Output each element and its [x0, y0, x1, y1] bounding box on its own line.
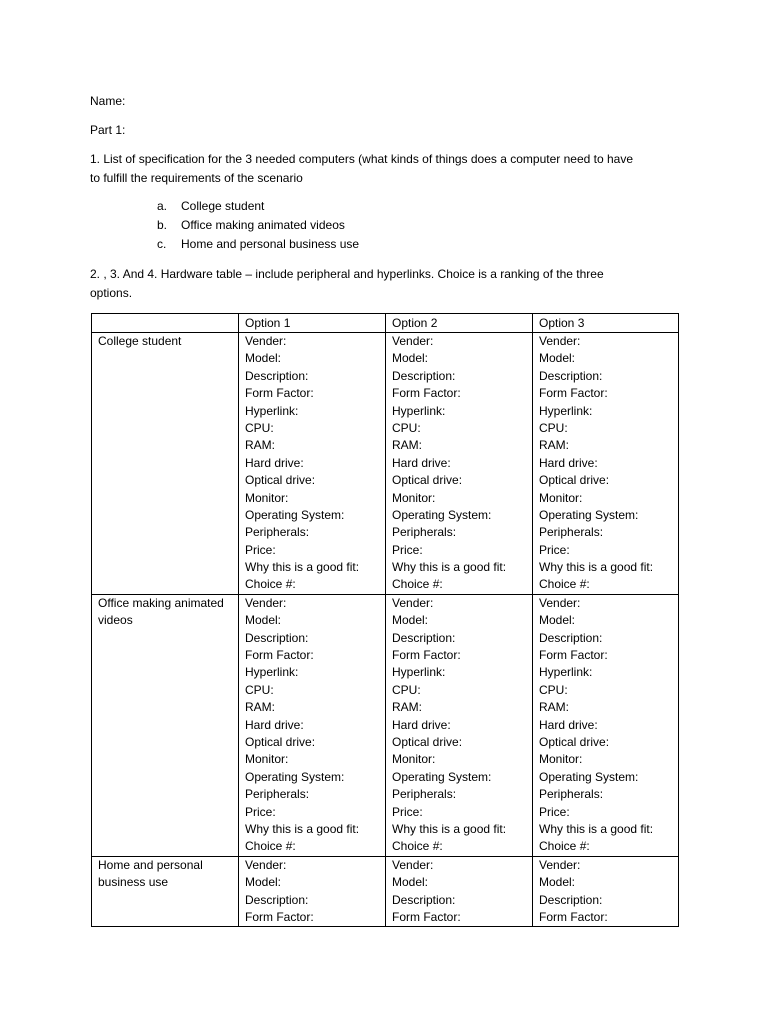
field-label: Optical drive: [245, 734, 316, 749]
option-cell [239, 333, 386, 595]
field-label: Description: [539, 892, 603, 907]
field-label: Monitor: [539, 752, 583, 767]
field-label: Why this is a good fit: [539, 560, 654, 575]
field-label: Description: [392, 892, 456, 907]
field-label: Vender: [245, 334, 287, 348]
field-label: Hard drive: [539, 455, 598, 470]
option-cell [533, 856, 679, 927]
field-label: Form Factor: [539, 386, 608, 401]
field-label: Peripherals: [392, 525, 457, 540]
field-label: Hyperlink: [245, 403, 299, 418]
option-cell [239, 594, 386, 856]
field-label: Vender: [245, 857, 287, 872]
table-header-cell: Option 1 [239, 314, 386, 333]
field-label: Price: [245, 542, 276, 557]
option-cell [386, 856, 533, 927]
field-label: Monitor: [245, 490, 289, 505]
field-label: Peripherals: [539, 787, 604, 802]
field-label: Peripherals: [245, 787, 310, 802]
field-label: Hard drive: [245, 717, 304, 732]
field-label: Price: [539, 542, 570, 557]
field-label: Hard drive: [245, 455, 304, 470]
field-label: Vender: [392, 857, 434, 872]
field-label: Description: [539, 630, 603, 645]
field-label: Operating System: [392, 507, 492, 522]
field-label: Price: [392, 804, 423, 819]
field-label: Model: [392, 875, 429, 890]
field-label: Operating System: [539, 507, 639, 522]
row-label: Office making animated videos [92, 594, 239, 856]
list-item [157, 197, 359, 216]
field-label: Monitor: [539, 490, 583, 505]
field-label: Price: [245, 804, 276, 819]
field-label: Vender: [539, 595, 581, 610]
option-cell [533, 594, 679, 856]
field-label: Description: [245, 630, 309, 645]
field-label: Hard drive: [392, 455, 451, 470]
field-label: Peripherals: [245, 525, 310, 540]
field-label: RAM: [392, 438, 422, 453]
field-label: Operating System: [539, 769, 639, 784]
field-label: Form Factor: [539, 909, 608, 924]
field-label: Form Factor: [245, 648, 314, 663]
list-marker: a. [157, 199, 168, 213]
field-label: Operating System: [245, 507, 345, 522]
field-label: Vender: [539, 334, 581, 348]
option-cell [533, 333, 679, 595]
field-label: Hard drive: [539, 717, 598, 732]
table-header-cell: Option 3 [533, 314, 679, 333]
field-label: Form Factor: [539, 648, 608, 663]
row-label: College student [92, 333, 239, 595]
field-label: Optical drive: [392, 473, 463, 488]
table-row [92, 594, 679, 856]
hardware-table [91, 313, 679, 927]
list-marker: c. [157, 237, 167, 251]
list-marker: b. [157, 218, 168, 232]
field-label: Model: [245, 351, 282, 366]
field-label: CPU: [539, 420, 568, 435]
field-label: Optical drive: [539, 734, 610, 749]
field-label: Peripherals: [539, 525, 604, 540]
field-label: Optical drive: [245, 473, 316, 488]
field-label: Model: [392, 351, 429, 366]
list-item [157, 216, 359, 235]
field-label: Monitor: [392, 752, 436, 767]
field-label: Model: [245, 875, 282, 890]
table-row [92, 856, 679, 927]
field-label: Choice #: [392, 577, 443, 592]
list-item-text: Office making animated videos [181, 218, 345, 232]
field-label: Why this is a good fit: [245, 821, 360, 836]
field-label: Optical drive: [539, 473, 610, 488]
option-cell [386, 333, 533, 595]
part-label: Part 1: [90, 123, 126, 137]
field-label: Form Factor: [392, 909, 461, 924]
field-label: Hyperlink: [392, 403, 446, 418]
field-label: Optical drive: [392, 734, 463, 749]
field-label: Monitor: [392, 490, 436, 505]
field-label: Monitor: [245, 752, 289, 767]
field-label: Vender: [539, 857, 581, 872]
field-label: Hyperlink: [539, 403, 593, 418]
field-label: RAM: [539, 438, 569, 453]
field-label: Description: [392, 630, 456, 645]
field-label: Hard drive: [392, 717, 451, 732]
field-label: Description: [392, 368, 456, 383]
field-label: Model: [539, 613, 576, 628]
option-cell [239, 856, 386, 927]
field-label: CPU: [245, 682, 274, 697]
field-label: Hyperlink: [392, 665, 446, 680]
field-label: Hyperlink: [539, 665, 593, 680]
field-label: Choice #: [539, 839, 590, 854]
table-header-row [92, 314, 679, 333]
table-header-cell [92, 314, 239, 333]
field-label: Form Factor: [392, 386, 461, 401]
question1-text-line2: to fulfill the requirements of the scenario [90, 171, 303, 185]
scenario-list [157, 197, 359, 254]
field-label: Vender: [392, 334, 434, 348]
question2-text-line2: options. [90, 286, 133, 300]
field-label: Model: [539, 875, 576, 890]
field-label: Choice #: [245, 577, 296, 592]
row-label: Home and personal business use [92, 856, 239, 927]
question1-text-line1: 1. List of specification for the 3 needed computers (what kinds of things does a computer need to have [90, 152, 633, 166]
field-label: Vender: [245, 595, 287, 610]
option-cell [386, 594, 533, 856]
table-row [92, 333, 679, 595]
field-label: Price: [392, 542, 423, 557]
field-label: CPU: [539, 682, 568, 697]
list-item-text: College student [181, 199, 265, 213]
field-label: Model: [539, 351, 576, 366]
field-label: Why this is a good fit: [245, 560, 360, 575]
field-label: RAM: [392, 700, 422, 715]
field-label: CPU: [392, 420, 421, 435]
field-label: Description: [245, 368, 309, 383]
field-label: RAM: [245, 700, 275, 715]
field-label: Operating System: [392, 769, 492, 784]
field-label: Description: [245, 892, 309, 907]
field-label: Why this is a good fit: [392, 821, 507, 836]
field-label: Model: [392, 613, 429, 628]
field-label: Price: [539, 804, 570, 819]
field-label: Description: [539, 368, 603, 383]
field-label: Why this is a good fit: [539, 821, 654, 836]
field-label: Model: [245, 613, 282, 628]
list-item-text: Home and personal business use [181, 237, 360, 251]
name-label: Name: [90, 94, 126, 108]
field-label: Form Factor: [245, 909, 314, 924]
table-header-cell: Option 2 [386, 314, 533, 333]
field-label: Peripherals: [392, 787, 457, 802]
list-item [157, 235, 359, 254]
field-label: CPU: [392, 682, 421, 697]
field-label: Operating System: [245, 769, 345, 784]
field-label: Form Factor: [245, 386, 314, 401]
field-label: CPU: [245, 420, 274, 435]
field-label: Vender: [392, 595, 434, 610]
field-label: Hyperlink: [245, 665, 299, 680]
field-label: RAM: [539, 700, 569, 715]
field-label: Choice #: [245, 839, 296, 854]
field-label: Form Factor: [392, 648, 461, 663]
field-label: RAM: [245, 438, 275, 453]
field-label: Why this is a good fit: [392, 560, 507, 575]
field-label: Choice #: [539, 577, 590, 592]
question2-text-line1: 2. , 3. And 4. Hardware table – include peripheral and hyperlinks. Choice is a ranking of the three [90, 267, 604, 281]
field-label: Choice #: [392, 839, 443, 854]
